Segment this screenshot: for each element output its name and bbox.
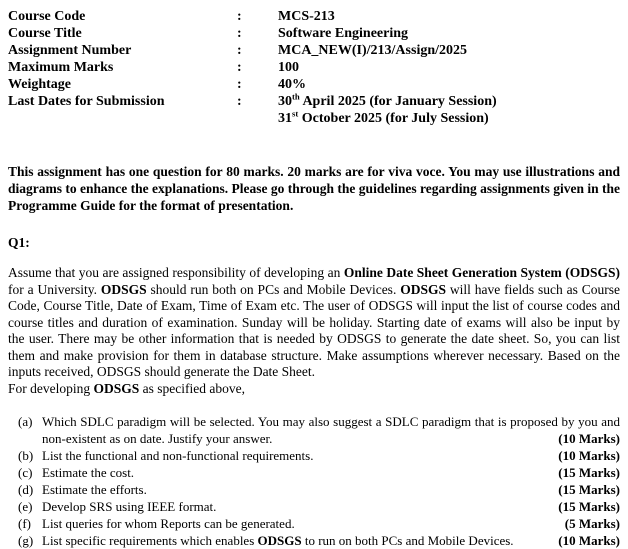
field-value xyxy=(278,93,620,127)
field-label: Maximum Marks xyxy=(8,60,114,75)
task-marker: (e) xyxy=(18,499,33,514)
task-marks: (15 Marks) xyxy=(558,465,620,480)
task-marks: (10 Marks) xyxy=(558,533,620,548)
paragraph-run-bold: Online Date Sheet Generation System (ODSGS) xyxy=(343,265,620,280)
task-marker: (g) xyxy=(18,533,34,548)
closing-line: For developing ODSGS as specified above, xyxy=(8,380,245,396)
header-row-assignment-number xyxy=(8,42,620,59)
field-colon: : xyxy=(237,94,242,109)
course-info-block xyxy=(8,8,620,127)
task-item-b xyxy=(8,447,620,464)
task-text: List the functional and non-functional requirements. xyxy=(42,448,314,463)
task-item-a xyxy=(8,413,620,447)
header-row-course-code xyxy=(8,8,620,25)
task-text: List specific requirements which enables ODSGS to run on both PCs and Mobile Devices. xyxy=(42,533,514,548)
question-paragraph xyxy=(8,265,620,397)
task-marker: (f) xyxy=(18,516,31,531)
paragraph-run: Assume that you are assigned responsibility of developing an xyxy=(8,265,344,280)
field-value: Software Engineering xyxy=(278,26,409,41)
header-row-last-dates xyxy=(8,93,620,127)
paragraph-run: will have fields such as Course Code, Course Title, Date of Exam, Time of Exam etc. The user of ODSGS will input the list of course codes and course titles and duration of examination. Sunday will be holiday. Starting date of exams will also be input by the user. There may be other information that is needed by ODSGS to generate the date sheet. So, you can list them and make provision for them in database structure. Make assumptions wherever necessary. Based on the inputs received, ODSGS should generate the Date Sheet. xyxy=(8,281,620,379)
field-value: 100 xyxy=(278,60,299,75)
field-colon: : xyxy=(237,77,242,92)
field-colon: : xyxy=(237,43,242,58)
field-label: Assignment Number xyxy=(8,43,132,58)
task-item-g xyxy=(8,532,620,549)
field-value: 40% xyxy=(278,77,306,92)
task-list xyxy=(8,413,620,549)
task-marker: (a) xyxy=(18,414,33,429)
task-marks: (15 Marks) xyxy=(558,499,620,514)
task-item-d xyxy=(8,481,620,498)
paragraph-run-bold: ODSGS xyxy=(100,281,147,297)
field-label: Course Title xyxy=(8,26,82,41)
task-marks: (10 Marks) xyxy=(558,431,620,446)
notice-paragraph: This assignment has one question for 80 marks. 20 marks are for viva voce. You may use illustrations and diagrams to enhance the explanations. Please go through the guidelines regarding assignments given in the Programme Guide for the format of presentation. xyxy=(8,164,620,213)
task-marks: (5 Marks) xyxy=(564,516,620,531)
task-marker: (c) xyxy=(18,465,33,480)
task-text: Develop SRS using IEEE format. xyxy=(42,499,217,514)
paragraph-run: for a University. xyxy=(8,281,101,297)
task-item-f xyxy=(8,515,620,532)
submission-date-july: 31st October 2025 (for July Session) xyxy=(278,108,489,126)
ordinal-suffix: st xyxy=(292,108,299,119)
header-row-course-title xyxy=(8,25,620,42)
field-colon: : xyxy=(237,60,242,75)
task-marker: (b) xyxy=(18,448,34,463)
task-text: Which SDLC paradigm will be selected. You may also suggest a SDLC paradigm that is proposed by you and non-existent as on date. Justify your answer. xyxy=(42,414,620,446)
field-value: MCS-213 xyxy=(278,9,335,24)
paragraph-run: should run both on PCs and Mobile Devices. xyxy=(146,281,401,297)
field-colon: : xyxy=(237,26,242,41)
task-marker: (d) xyxy=(18,482,34,497)
field-label: Last Dates for Submission xyxy=(8,94,165,109)
question-label: Q1: xyxy=(8,235,30,250)
task-item-e xyxy=(8,498,620,515)
header-row-maximum-marks xyxy=(8,59,620,76)
field-value: MCA_NEW(I)/213/Assign/2025 xyxy=(278,43,468,58)
field-label: Course Code xyxy=(8,9,86,24)
task-marks: (10 Marks) xyxy=(558,448,620,463)
task-text: List queries for whom Reports can be generated. xyxy=(42,516,295,531)
ordinal-suffix: th xyxy=(292,91,300,102)
closing-run-bold: ODSGS xyxy=(93,380,140,396)
task-text: Estimate the cost. xyxy=(42,465,135,480)
task-marks: (15 Marks) xyxy=(558,482,620,497)
field-label: Weightage xyxy=(8,77,71,92)
submission-date-january: 30th April 2025 (for January Session) xyxy=(278,91,497,109)
task-item-c xyxy=(8,464,620,481)
task-text: Estimate the efforts. xyxy=(42,482,147,497)
paragraph-run-bold: ODSGS xyxy=(400,281,446,297)
header-row-weightage xyxy=(8,76,620,93)
field-colon: : xyxy=(237,9,242,24)
